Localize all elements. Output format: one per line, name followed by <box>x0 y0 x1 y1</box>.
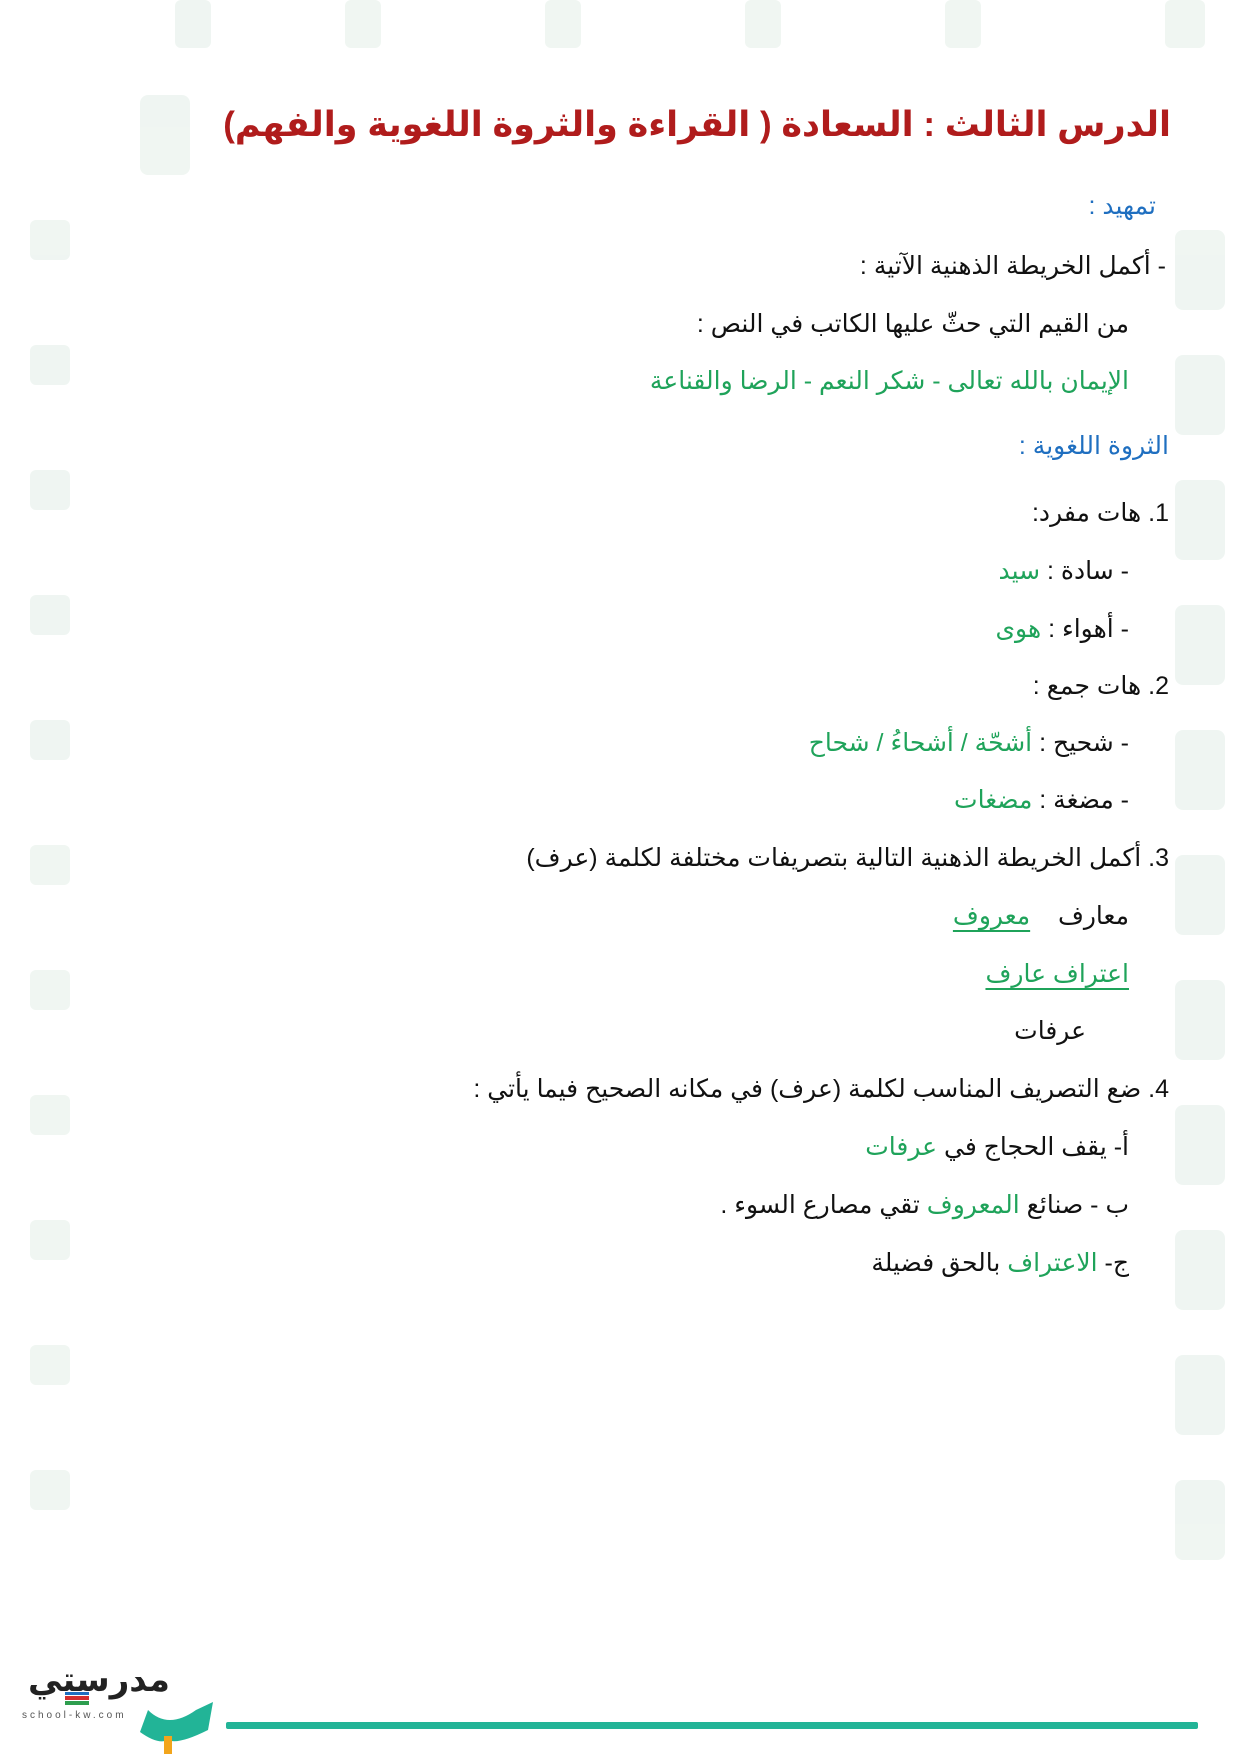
item-prefix: - سادة : <box>1040 557 1129 585</box>
question-number: 3. <box>1148 844 1169 872</box>
footer-bar <box>226 1722 1198 1729</box>
question-4 <box>473 1073 1169 1105</box>
item-text: بالحق فضيلة <box>871 1249 1008 1277</box>
q3-map-row-2: اعتراف عارف <box>985 960 1129 988</box>
values-answer: الإيمان بالله تعالى - شكر النعم - الرضا والقناعة <box>649 367 1129 395</box>
item-answer: مضغات <box>954 786 1033 814</box>
item-text: تقي مصارع السوء . <box>720 1191 927 1219</box>
lesson-title: الدرس الثالث : السعادة ( القراءة والثروة اللغوية والفهم) <box>223 105 1171 144</box>
logo-url: school-kw.com <box>22 1710 127 1721</box>
item-text: ب - صنائع <box>1019 1191 1129 1219</box>
q3-map-row-1 <box>953 900 1129 932</box>
question-1 <box>1032 497 1169 529</box>
item-answer: هوى <box>995 615 1042 643</box>
q4-item-b <box>720 1189 1129 1221</box>
item-text: أ- يقف الحجاج في <box>937 1133 1129 1161</box>
question-number: 4. <box>1148 1075 1169 1103</box>
map-word: معارف <box>1057 902 1129 930</box>
map-answer: معروف <box>952 902 1031 930</box>
logo-text: مدرستي <box>28 1661 170 1699</box>
question-2 <box>1033 670 1169 702</box>
q2-item-1 <box>809 727 1129 759</box>
values-prompt: من القيم التي حثّ عليها الكاتب في النص : <box>696 310 1129 338</box>
q2-item-2 <box>954 784 1129 816</box>
intro-task: - أكمل الخريطة الذهنية الآتية : <box>859 252 1166 280</box>
intro-heading: تمهيد : <box>1088 192 1156 220</box>
q3-map-row-3: عرفات <box>1014 1017 1086 1045</box>
item-answer: أشحّة / أشحاءُ / شحاح <box>808 729 1033 757</box>
question-text: ضع التصريف المناسب لكلمة (عرف) في مكانه الصحيح فيما يأتي : <box>473 1075 1142 1103</box>
item-answer: سيد <box>998 557 1041 585</box>
question-text: هات مفرد: <box>1031 499 1142 527</box>
question-3 <box>526 842 1169 874</box>
q4-item-c <box>871 1247 1129 1279</box>
q1-item-1 <box>998 555 1129 587</box>
q1-item-2 <box>995 613 1129 645</box>
item-answer: المعروف <box>926 1191 1020 1219</box>
question-text: أكمل الخريطة الذهنية التالية بتصريفات مختلفة لكلمة (عرف) <box>526 844 1142 872</box>
q4-item-a <box>865 1131 1129 1163</box>
item-answer: الاعتراف <box>1007 1249 1098 1277</box>
item-answer: عرفات <box>865 1133 938 1161</box>
item-prefix: - مضغة : <box>1032 786 1129 814</box>
item-prefix: - شحيح : <box>1032 729 1129 757</box>
question-number: 2. <box>1148 672 1169 700</box>
item-prefix: - أهواء : <box>1041 615 1129 643</box>
item-text: ج- <box>1097 1249 1129 1277</box>
question-number: 1. <box>1148 499 1169 527</box>
vocab-heading: الثروة اللغوية : <box>1018 432 1169 460</box>
question-text: هات جمع : <box>1032 672 1142 700</box>
